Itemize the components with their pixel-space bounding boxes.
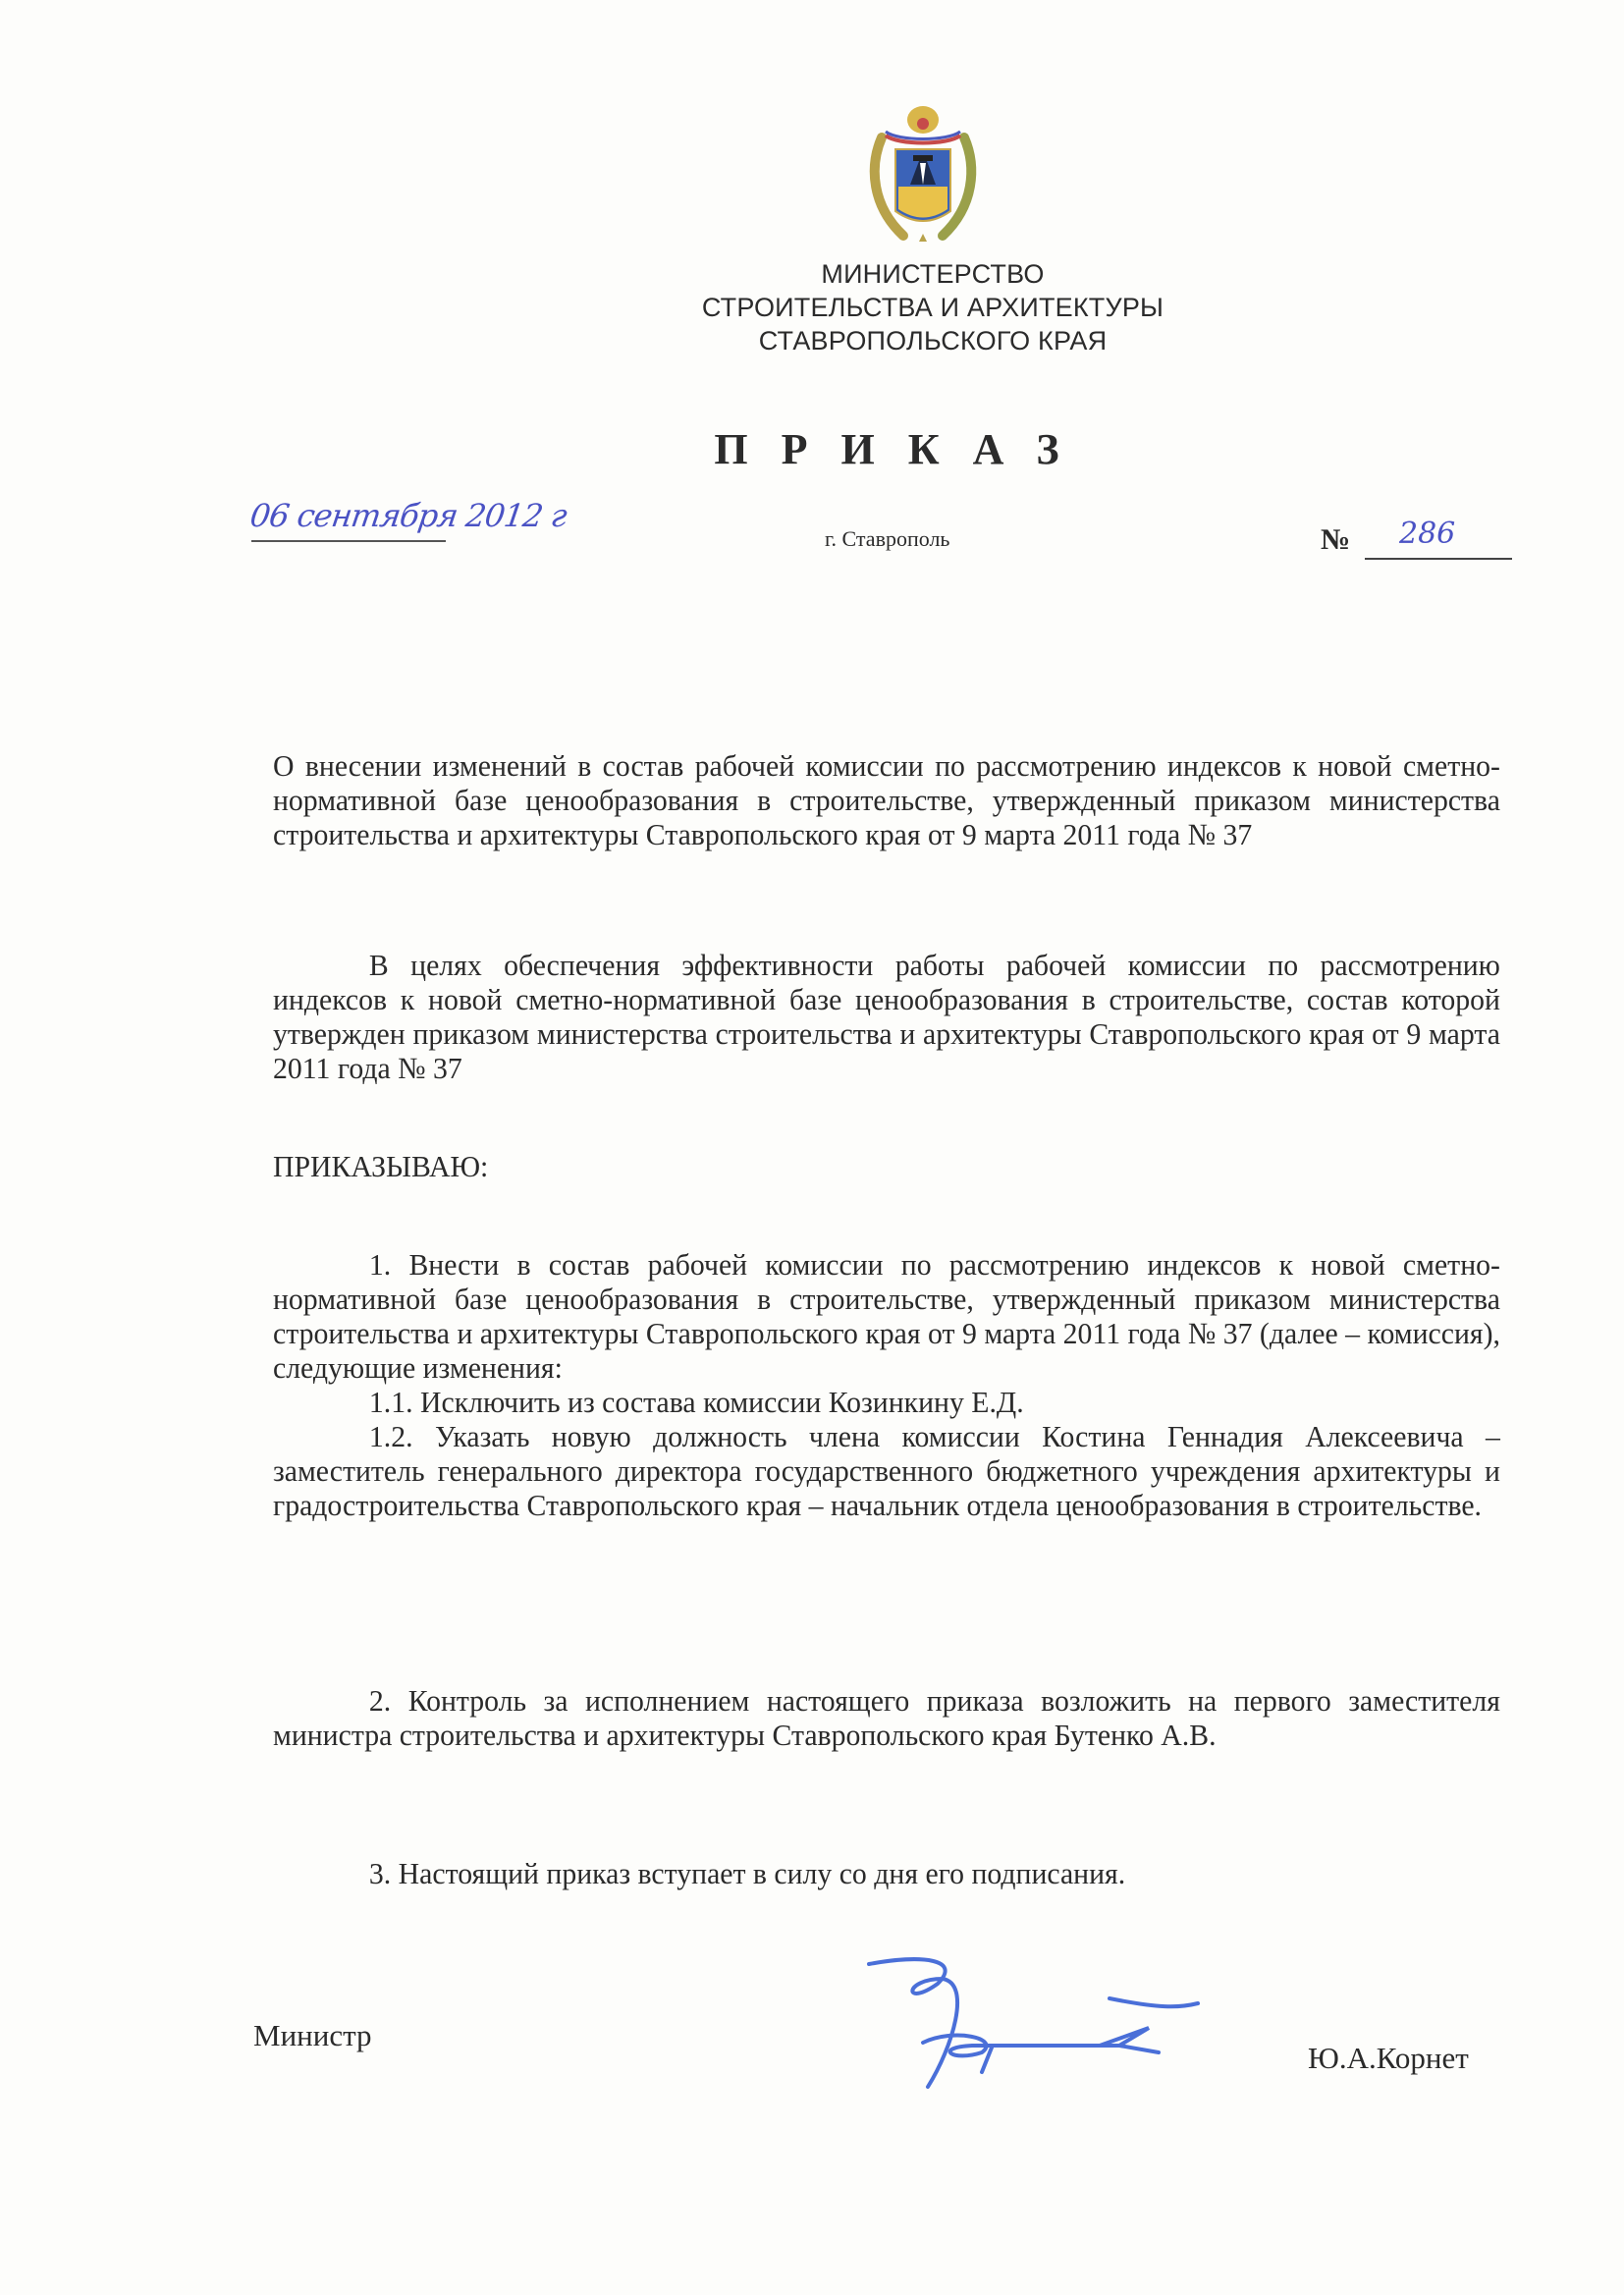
order-heading: ПРИКАЗЫВАЮ: [273, 1149, 489, 1183]
signer-name: Ю.А.Корнет [1308, 2041, 1469, 2075]
order-subitem-1-1: 1.1. Исключить из состава комиссии Козинкину Е.Д. [368, 1385, 1024, 1419]
order-subject: О внесении изменений в состав рабочей комиссии по рассмотрению индексов к новой сметно-нормативной базе ценообразования в строительстве, утвержденный приказом министерства строительства и архитектуры Ставропольского края от 9 марта 2011 года № 37 [273, 748, 1500, 851]
number-label: № [1321, 523, 1351, 556]
handwritten-number: 286 [1399, 517, 1456, 551]
ministry-name [589, 257, 1276, 357]
order-item-3: 3. Настоящий приказ вступает в силу со дня его подписания. [368, 1856, 1126, 1890]
signer-title: Министр [253, 2018, 372, 2052]
order-item-2: 2. Контроль за исполнением настоящего приказа возложить на первого заместителя министра строительства и архитектуры Ставропольского края Бутенко А.В. [273, 1683, 1500, 1752]
number-underline [1365, 558, 1512, 560]
ministry-line-1: МИНИСТЕРСТВО [821, 259, 1045, 289]
date-underline [251, 540, 446, 542]
ministry-line-3: СТАВРОПОЛЬСКОГО КРАЯ [758, 326, 1108, 355]
ministry-line-2: СТРОИТЕЛЬСТВА И АРХИТЕКТУРЫ [701, 293, 1164, 322]
handwritten-date: 06 сентября 2012 г [247, 497, 569, 534]
preamble-paragraph: В целях обеспечения эффективности работы рабочей комиссии по рассмотрению индексов к новой сметно-нормативной базе ценообразования в строительстве, состав которой утвержден приказом министерства строительства и архитектуры Ставропольского края от 9 марта 2011 года № 37 [273, 948, 1500, 1085]
signature-icon [864, 1940, 1316, 2097]
order-item-1-text: 1. Внести в состав рабочей комиссии по рассмотрению индексов к новой сметно-нормативной базе ценообразования в строительстве, утвержденный приказом министерства строительства и архитектуры Ставропольского края от 9 марта 2011 года № 37 (далее – комиссия), следующие изменения: [273, 1247, 1500, 1385]
order-subitem-1-2: 1.2. Указать новую должность члена комиссии Костина Геннадия Алексеевича – заместитель генерального директора государственного бюджетного учреждения архитектуры и градостроительства Ставропольского края – начальник отдела ценообразования в строительстве. [273, 1419, 1500, 1522]
document-title: ПРИКАЗ [714, 425, 1093, 473]
city-label: г. Ставрополь [825, 526, 950, 551]
coat-of-arms-icon [864, 98, 982, 246]
order-item-1 [273, 1247, 1500, 1522]
